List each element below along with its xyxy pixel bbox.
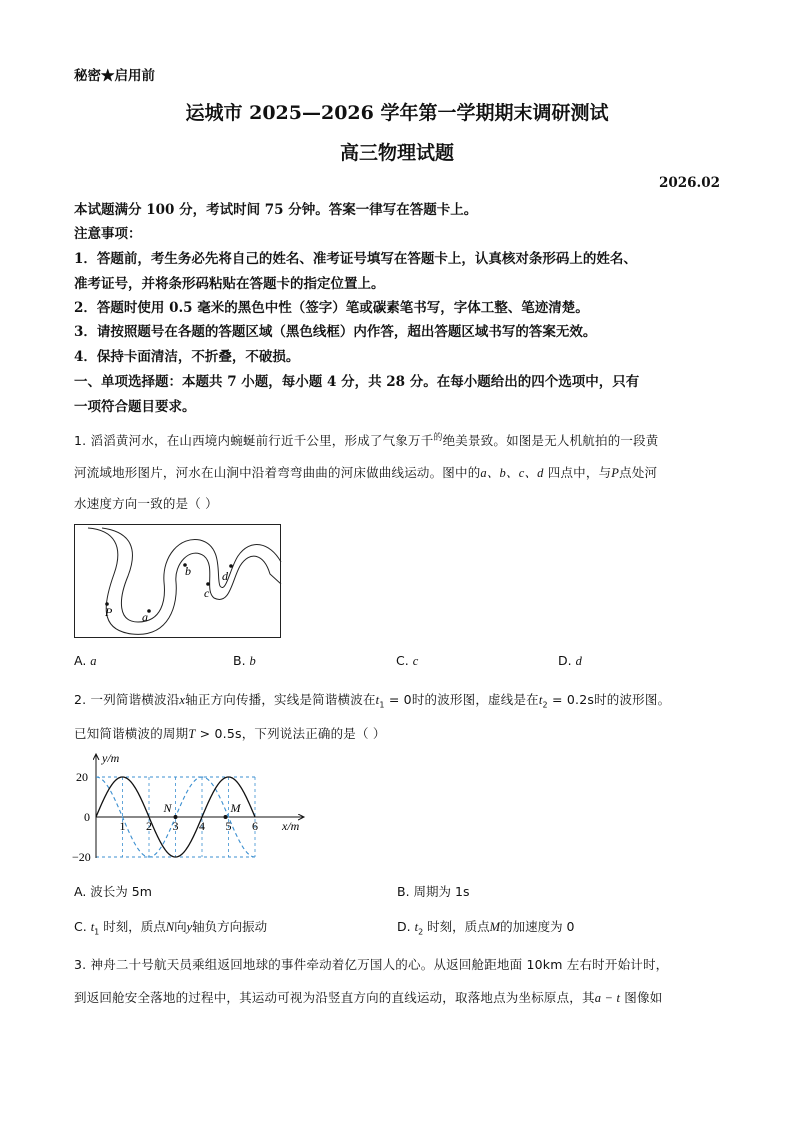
point-m (224, 815, 228, 819)
option-a[interactable]: A. 波长为 5m (74, 884, 152, 899)
point-label: P (105, 605, 113, 619)
question-1-text: 河流域地形图片，河水在山涧中沿着弯弯曲曲的河床做曲线运动。图中的a、b、c、d 四点中，与P点处河 (74, 465, 658, 480)
confidential-mark: 秘密★启用前 (74, 68, 155, 84)
question-1-text: 水速度方向一致的是（ ） (74, 496, 218, 511)
question-1-text: 1. 滔滔黄河水，在山西境内蜿蜒前行近千公里，形成了气象万千$^的$绝美景致。如图是无人机航拍的一段黄 (74, 433, 659, 449)
option-a[interactable]: A. a (74, 653, 97, 668)
exam-date: 2026.02 (658, 175, 720, 191)
x-tick-label: 1 (119, 819, 126, 833)
point-label: a (142, 610, 148, 624)
exam-subtitle: 高三物理试题 (339, 142, 454, 164)
exam-title: 运城市 2025—2026 学年第一学期期末调研测试 (185, 102, 609, 124)
question-3-text: 到返回舱安全落地的过程中，其运动可视为沿竖直方向的直线运动，取落地点为坐标原点，其a − t 图像如 (74, 990, 663, 1005)
y-axis-label: y/m (102, 751, 120, 765)
question-2-text: 2. 一列简谐横波沿x轴正方向传播，实线是简谐横波在$t_1 = 0$时的波形图，虚线是在$t_2 = 0.2s$时的波形图。 (74, 692, 671, 710)
option-b[interactable]: B. b (233, 653, 256, 668)
y-tick-label: −20 (72, 850, 91, 864)
option-b[interactable]: B. 周期为 1s (397, 884, 470, 899)
y-tick-label: 0 (84, 810, 90, 824)
notice-item: 准考证号，并将条形码粘贴在答题卡的指定位置上。 (74, 276, 385, 292)
question-2-text: 已知简谐横波的周期T > 0.5s，下列说法正确的是（ ） (74, 726, 386, 741)
question-3-text: 3. 神舟二十号航天员乘组返回地球的事件牵动着亿万国人的心。从返回舱距地面 10km 左右时开始计时， (74, 957, 669, 972)
notice-item: 3．请按照题号在各题的答题区域（黑色线框）内作答，超出答题区域书写的答案无效。 (74, 324, 597, 340)
point-n-label: N (163, 801, 172, 815)
x-tick-label: 4 (199, 819, 205, 833)
point-label: d (222, 569, 228, 583)
x-tick-label: 5 (225, 819, 232, 833)
x-axis-label: x/m (282, 819, 300, 833)
x-tick-label: 2 (146, 819, 152, 833)
notice-item: 2．答题时使用 0.5 毫米的黑色中性（签字）笔或碳素笔书写，字体工整、笔迹清楚。 (74, 300, 589, 316)
wave-graph (72, 748, 312, 868)
exam-intro: 本试题满分 100 分，考试时间 75 分钟。答案一律写在答题卡上。 (74, 202, 478, 218)
option-c[interactable]: C. $t_1$ 时刻，质点N向y轴负方向振动 (74, 919, 268, 937)
point-d (229, 564, 233, 568)
notice-item: 4．保持卡面清洁，不折叠，不破损。 (74, 349, 300, 365)
point-label: c (204, 586, 210, 600)
option-d[interactable]: D. $t_2$ 时刻，质点M的加速度为 0 (397, 919, 575, 937)
notice-item: 1．答题前，考生务必先将自己的姓名、准考证号填写在答题卡上，认真核对条形码上的姓名、 (74, 251, 637, 267)
point-n (174, 815, 178, 819)
notice-title: 注意事项： (74, 226, 142, 242)
river-figure (74, 524, 282, 639)
option-c[interactable]: C. c (396, 653, 419, 668)
point-m-label: M (230, 801, 241, 815)
x-tick-label: 6 (252, 819, 258, 833)
y-tick-label: 20 (76, 770, 88, 784)
section-heading: 一、单项选择题：本题共 7 小题，每小题 4 分，共 28 分。在每小题给出的四个选项中，只有 (74, 374, 640, 390)
option-d[interactable]: D. d (558, 653, 582, 668)
section-heading-cont: 一项符合题目要求。 (74, 399, 196, 415)
point-label: b (185, 564, 191, 578)
x-tick-label: 3 (172, 819, 179, 833)
